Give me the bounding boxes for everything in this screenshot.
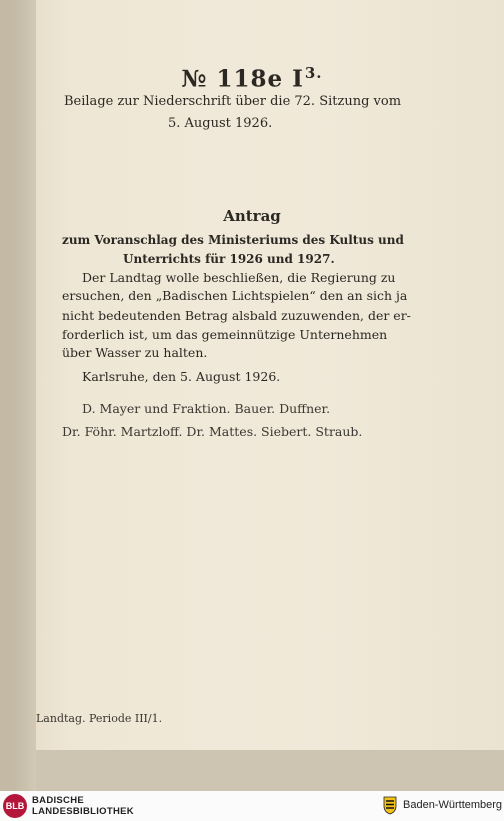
page-footer: Landtag. Periode III/1. (36, 712, 163, 725)
document-number: № 118e $I^{3.}$ (181, 64, 323, 93)
signatories-line-2: Dr. Föhr. Martzloff. Dr. Mattes. Siebert. Straub. (62, 424, 363, 439)
body-line: ersuchen, den „Badischen Lichtspielen“ den an sich ja (62, 288, 408, 303)
signatories-line-1: D. Mayer und Fraktion. Bauer. Duffner. (82, 401, 331, 416)
blb-logo-icon[interactable]: BLB (3, 794, 27, 818)
library-name-line-1: BADISCHE (32, 795, 85, 806)
sheet-bottom-margin (36, 750, 504, 791)
document-number-suffix: 3. (304, 64, 323, 82)
state-label[interactable]: Baden-Württemberg (403, 799, 503, 811)
body-line: über Wasser zu halten. (62, 345, 208, 360)
motion-heading: Antrag (223, 207, 281, 225)
subtitle-line-2: 5. August 1926. (168, 116, 273, 131)
body-line: nicht bedeutenden Betrag alsbald zuzuwenden, der er- (62, 308, 411, 323)
subject-line-1: zum Voranschlag des Ministeriums des Kultus und (62, 233, 404, 247)
body-line: Der Landtag wolle beschließen, die Regierung zu (82, 270, 396, 285)
body-line: forderlich ist, um das gemeinnützige Unternehmen (62, 327, 388, 342)
subject-line-2: Unterrichts für 1926 und 1927. (123, 252, 335, 266)
page-edge (0, 0, 14, 791)
library-name-line-2: LANDESBIBLIOTHEK (32, 806, 134, 817)
state-crest-icon (382, 795, 398, 815)
subtitle-line-1: Beilage zur Niederschrift über die 72. Sitzung vom (64, 94, 402, 109)
place-and-date: Karlsruhe, den 5. August 1926. (82, 369, 281, 384)
